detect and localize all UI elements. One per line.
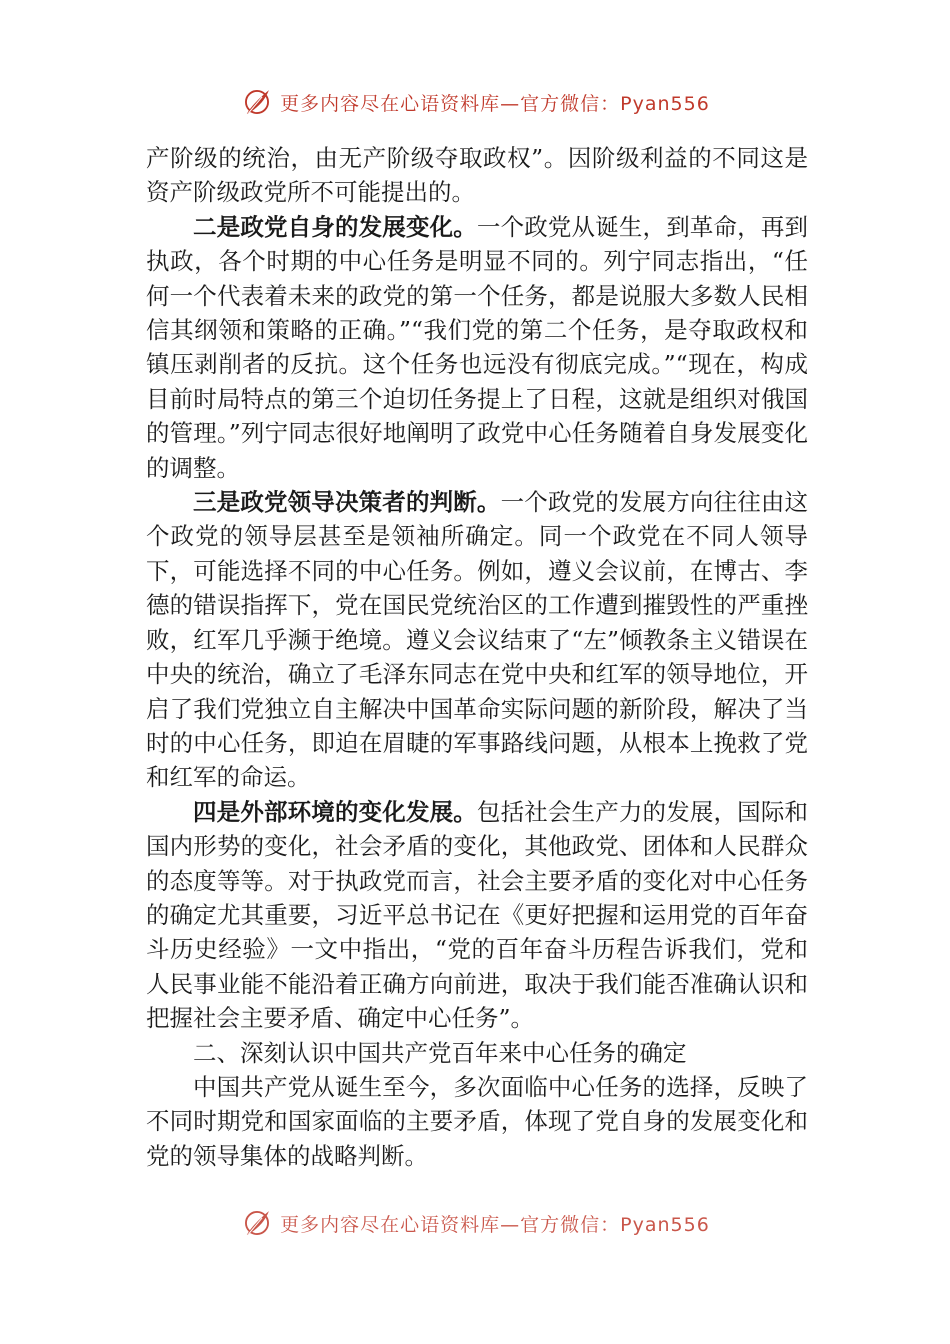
paragraph-text: 产阶级的统治，由无产阶级夺取政权”。因阶级利益的不同这是资产阶级政党所不可能提出的。 xyxy=(146,144,808,207)
watermark-header xyxy=(0,82,950,122)
quill-logo-icon xyxy=(240,1206,274,1240)
section-heading: 二、深刻认识中国共产党百年来中心任务的确定 xyxy=(193,1038,687,1067)
paragraph-text: 包括社会生产力的发展，国际和国内形势的变化，社会矛盾的变化，其他政党、团体和人民群众的态度等等。对于执政党而言，社会主要矛盾的变化对中心任务的确定尤其重要，习近平总书记在《更好把握和运用党的百年奋斗历史经验》一文中指出，“党的百年奋斗历程告诉我们，党和人民事业能不能沿着正确方向前进，取决于我们能否准确认识和把握社会主要矛盾、确定中心任务”。 xyxy=(146,797,809,1033)
paragraph xyxy=(146,485,808,795)
paragraph-lead: 二是政党自身的发展变化。 xyxy=(193,212,477,241)
paragraph xyxy=(146,141,808,210)
paragraph-lead: 三是政党领导决策者的判断。 xyxy=(193,488,501,517)
watermark-footer xyxy=(0,1203,950,1243)
paragraph xyxy=(146,210,808,485)
quill-logo-icon xyxy=(240,85,274,119)
document-body xyxy=(146,141,808,1173)
paragraph-lead: 四是外部环境的变化发展。 xyxy=(193,797,477,826)
watermark-text: 更多内容尽在心语资料库—官方微信：Pyan556 xyxy=(280,1213,710,1236)
paragraph: 中国共产党从诞生至今，多次面临中心任务的选择，反映了不同时期党和国家面临的主要矛盾，体现了党自身的发展变化和党的领导集体的战略判断。 xyxy=(146,1072,808,1170)
watermark-text: 更多内容尽在心语资料库—官方微信：Pyan556 xyxy=(280,92,710,115)
paragraph xyxy=(146,795,808,1036)
paragraph-text: 一个政党从诞生，到革命，再到执政，各个时期的中心任务是明显不同的。列宁同志指出，“任何一个代表着未来的政党的第一个任务，都是说服大多数人民相信其纲领和策略的正确。”“我们党的第二个任务，是夺取政权和镇压剥削者的反抗。这个任务也远没有彻底完成。”“现在，构成目前时局特点的第三个迫切任务提上了日程，这就是组织对俄国的管理。”列宁同志很好地阐明了政党中心任务随着自身发展变化的调整。 xyxy=(146,212,809,482)
paragraph-text: 一个政党的发展方向往往由这个政党的领导层甚至是领袖所确定。同一个政党在不同人领导下，可能选择不同的中心任务。例如，遵义会议前，在博古、李德的错误指挥下，党在国民党统治区的工作遭到摧毁性的严重挫败，红军几乎濒于绝境。遵义会议结束了“左”倾教条主义错误在中央的统治，确立了毛泽东同志在党中央和红军的领导地位，开启了我们党独立自主解决中国革命实际问题的新阶段，解决了当时的中心任务，即迫在眉睫的军事路线问题，从根本上挽救了党和红军的命运。 xyxy=(146,488,809,792)
